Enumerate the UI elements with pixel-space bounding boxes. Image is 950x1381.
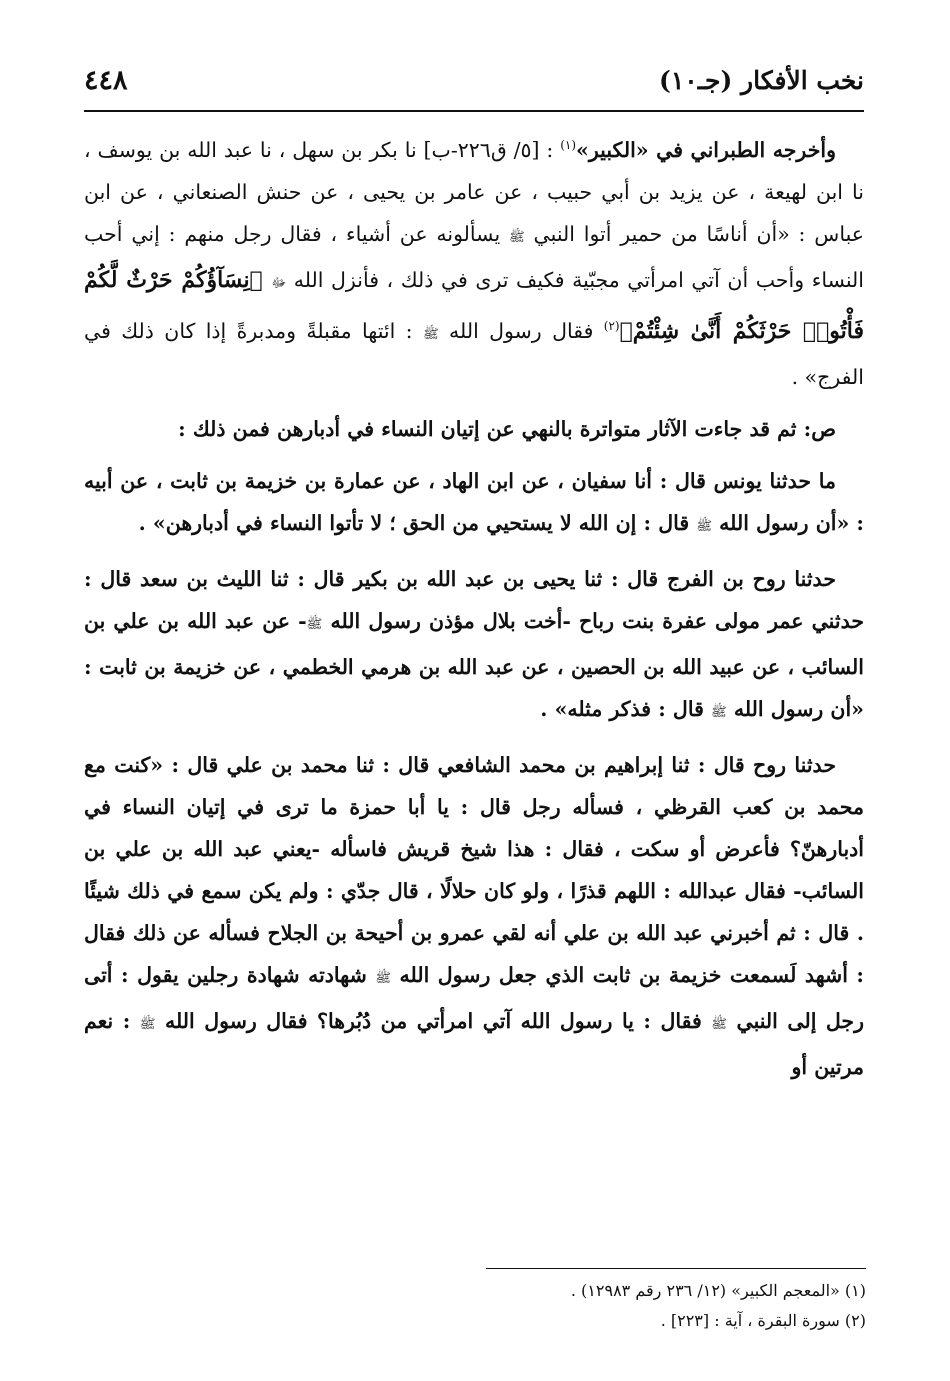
paragraph-yunus bbox=[84, 460, 864, 548]
text-run: : [٥/ ق٢٢٦-ب] نا بكر بن سهل ، نا عبد الله بن يوسف ، نا ابن لهيعة ، عن يزيد بن أبي حبيب ، عن عامر بن يحيى ، عن حنش الصنعاني ، عن ابن عباس : «أن أناسًا من حمير أتوا النبي bbox=[84, 137, 864, 246]
text-run: فقال : يا رسول الله آتي امرأتي من دُبُرها؟ فقال رسول الله bbox=[155, 1008, 712, 1033]
honorific-glyph: ﷺ bbox=[306, 616, 323, 632]
honorific-glyph: ﷺ bbox=[375, 970, 392, 986]
honorific-glyph: ﷺ bbox=[696, 518, 713, 534]
text-run: : ائتها مقبلةً ومدبرةً إذا كان ذلك في الفرج» . bbox=[84, 318, 864, 389]
footnote-rule bbox=[486, 1268, 866, 1269]
header-rule bbox=[84, 110, 864, 112]
paragraph-rawh-2 bbox=[84, 744, 864, 1088]
text-run: حدثنا روح قال : ثنا إبراهيم بن محمد الشافعي قال : ثنا محمد بن علي قال : «كنت مع محمد بن كعب القرظي ، فسأله رجل قال : يا أبا حمزة ما ترى في إتيان النساء في أدبارهنّ؟ فأعرض أو سكت ، فقال : هذا شيخ قريش فاسأله -يعني عبد الله بن علي بن السائب- فقال عبدالله : اللهم قذرًا ، ولو كان حلالًا ، قال جدّي : ولم يكن سمع في ذلك شيئًا . قال : ثم أخبرني عبد الله بن علي أنه لقي عمرو بن أحيحة بن الجلاح فسأله عن ذلك فقال : أشهد لَسمعت خزيمة بن ثابت الذي جعل رسول الله bbox=[84, 752, 864, 987]
footnotes bbox=[86, 1276, 866, 1336]
text-run: - عن عبد الله بن علي بن السائب ، عن عبيد الله بن الحصين ، عن عبد الله بن هرمي الخطمي ، عن خزيمة بن ثابت : «أن رسول الله bbox=[84, 608, 864, 721]
text-run: قال : إن الله لا يستحيي من الحق ؛ لا تأتوا النساء في أدبارهن» . bbox=[138, 510, 697, 535]
honorific-glyph: ﷺ bbox=[711, 1016, 727, 1032]
text-run: قال : فذكر مثله» . bbox=[540, 696, 712, 721]
paragraph-tabarani bbox=[84, 124, 864, 398]
text-run: فقال رسول الله bbox=[438, 318, 604, 343]
footnote-marker: (٢) bbox=[603, 318, 620, 333]
text-run: ما حدثنا يونس قال : أنا سفيان ، عن ابن الهاد ، عن عمارة بن خزيمة بن ثابت ، عن أبيه : «أن رسول الله bbox=[84, 468, 864, 535]
main-text bbox=[84, 124, 864, 1092]
text-run: حدثنا روح بن الفرج قال : ثنا يحيى بن عبد الله بن بكير قال : ثنا الليث بن سعد قال : حدثني عمر مولى عفرة بنت رباح -أخت بلال مؤذن رسول الله bbox=[84, 566, 864, 633]
honorific-glyph: ﷻ bbox=[271, 275, 287, 291]
paragraph-rawh-1 bbox=[84, 558, 864, 734]
paragraph-sad-intro bbox=[84, 408, 864, 450]
page-number: ٤٤٨ bbox=[84, 64, 128, 96]
honorific-glyph: ﷺ bbox=[711, 704, 727, 720]
quran-verse: ﴿نِسَآؤُكُمْ حَرْثٌ لَّكُمْ فَأْتُوا۟ حَرْثَكُمْ أَنَّىٰ شِئْتُمْ﴾ bbox=[84, 266, 865, 344]
text-run: يسألونه عن أشياء ، فقال رجل منهم : إني أحب النساء وأحب أن آتي امرأتي مجبّية فكيف ترى في ذلك ، فأنزل الله bbox=[84, 221, 864, 292]
honorific-glyph: ﷺ bbox=[422, 326, 439, 342]
text-run: وأخرجه الطبراني في «الكبير» bbox=[576, 137, 836, 162]
text-run: شهادته شهادة رجلين يقول : أتى رجل إلى النبي bbox=[84, 962, 864, 1033]
book-title: نخب الأفكار (جـ١٠) bbox=[658, 65, 864, 95]
text-run: ص: ثم قد جاءت الآثار متواترة بالنهي عن إتيان النساء في أدبارهن فمن ذلك : bbox=[178, 416, 836, 441]
footnote-2: (٢) سورة البقرة ، آية : [٢٢٣] . bbox=[660, 1311, 866, 1330]
honorific-glyph: ﷺ bbox=[509, 229, 525, 245]
footnote-1: (١) «المعجم الكبير» (١٢/ ٢٣٦ رقم ١٢٩٨٣) . bbox=[570, 1281, 866, 1300]
honorific-glyph: ﷺ bbox=[139, 1016, 156, 1032]
text-run: : نعم مرتين أو bbox=[84, 1008, 864, 1079]
footnote-marker: (١) bbox=[560, 138, 577, 152]
page-header bbox=[84, 58, 864, 102]
